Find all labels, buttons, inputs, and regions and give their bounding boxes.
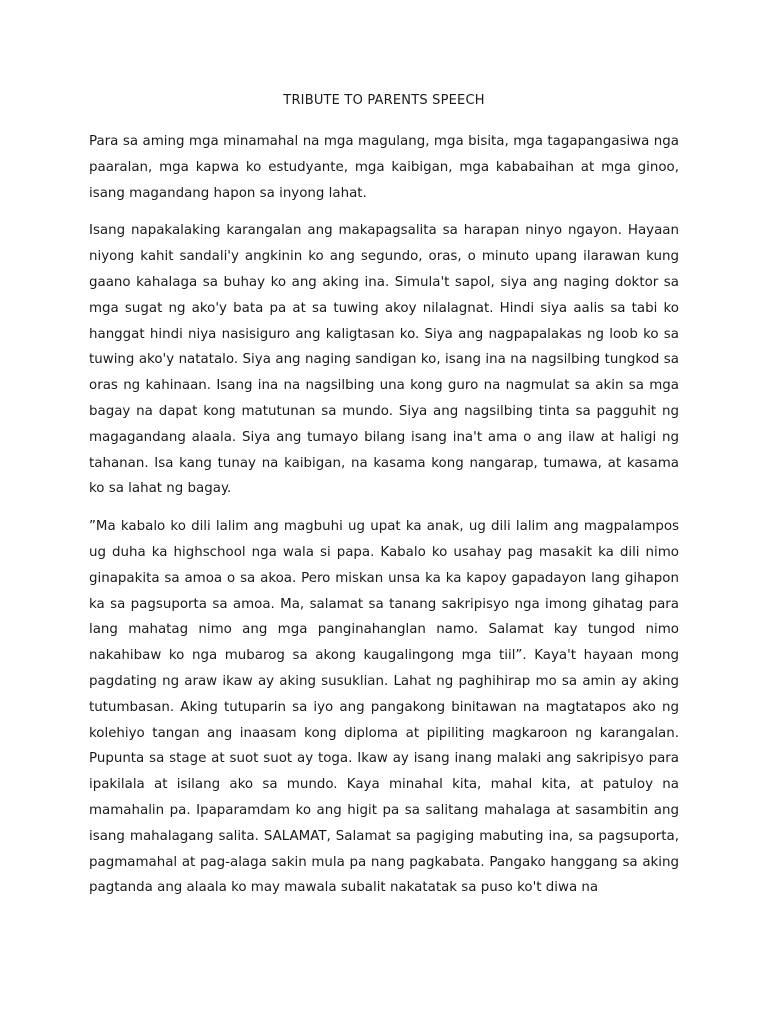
paragraph-greeting: Para sa aming mga minamahal na mga magulang, mga bisita, mga tagapangasiwa nga paaralan, mga kapwa ko estudyante, mga kaibigan, mga kababaihan at mga ginoo, isang magandang hapon sa inyong lahat. [89, 134, 679, 201]
document-body [89, 129, 679, 913]
paragraph-message-to-mother: ”Ma kabalo ko dili lalim ang magbuhi ug upat ka anak, ug dili lalim ang magpalampos ug duha ka highschool nga wala si papa. Kabalo ko usahay pag masakit ka dili nimo ginapakita sa amoa o sa akoa. Pero miskan unsa ka ka kapoy gapadayon lang gihapon ka sa pagsuporta sa amoa. Ma, salamat sa tanang sakripisyo nga imong gihatag para lang mahatag nimo ang mga panginahanglan namo. Salamat kay tungod nimo nakahibaw ko nga mubarog sa akong kaugalingong mga tiil”. Kaya't hayaan mong pagdating ng araw ikaw ay aking susuklian. Lahat ng paghihirap mo sa amin ay aking tutumbasan. Aking tutuparin sa iyo ang pangakong binitawan na magtatapos ako ng kolehiyo tangan ang inaasam kong diploma at pipiliting magkaroon ng karangalan. Pupunta sa stage at suot suot ay toga. Ikaw ay isang inang malaki ang sakripisyo para ipakilala at isilang ako sa mundo. Kaya minahal kita, mahal kita, at patuloy na mamahalin pa. Ipaparamdam ko ang higit pa sa salitang mahalaga at sasambitin ang isang mahalagang salita. SALAMAT, Salamat sa pagiging mabuting ina, sa pagsuporta, pagmamahal at pag-alaga sakin mula pa nang pagkabata. Pangako hanggang sa aking pagtanda ang alaala ko may mawala subalit nakatatak sa puso ko't diwa na [89, 519, 679, 896]
document-title: TRIBUTE TO PARENTS SPEECH [283, 93, 485, 108]
paragraph-tribute-mother: Isang napakalaking karangalan ang makapagsalita sa harapan ninyo ngayon. Hayaan niyong kahit sandali'y angkinin ko ang segundo, oras, o minuto upang ilarawan kung gaano kahalaga sa buhay ko ang aking ina. Simula't sapol, siya ang naging doktor sa mga sugat ng ako'y bata pa at sa tuwing akoy nilalagnat. Hindi siya aalis sa tabi ko hanggat hindi niya nasisiguro ang kaligtasan ko. Siya ang nagpapalakas ng loob ko sa tuwing ako'y natatalo. Siya ang naging sandigan ko, isang ina na nagsilbing tungkod sa oras ng kahinaan. Isang ina na nagsilbing una kong guro na nagmulat sa akin sa mga bagay na dapat kong matutunan sa mundo. Siya ang nagsilbing tinta sa pagguhit ng magagandang alaala. Siya ang tumayo bilang isang ina't ama o ang ilaw at haligi ng tahanan. Isa kang tunay na kaibigan, na kasama kong nangarap, tumawa, at kasama ko sa lahat ng bagay. [89, 223, 679, 497]
